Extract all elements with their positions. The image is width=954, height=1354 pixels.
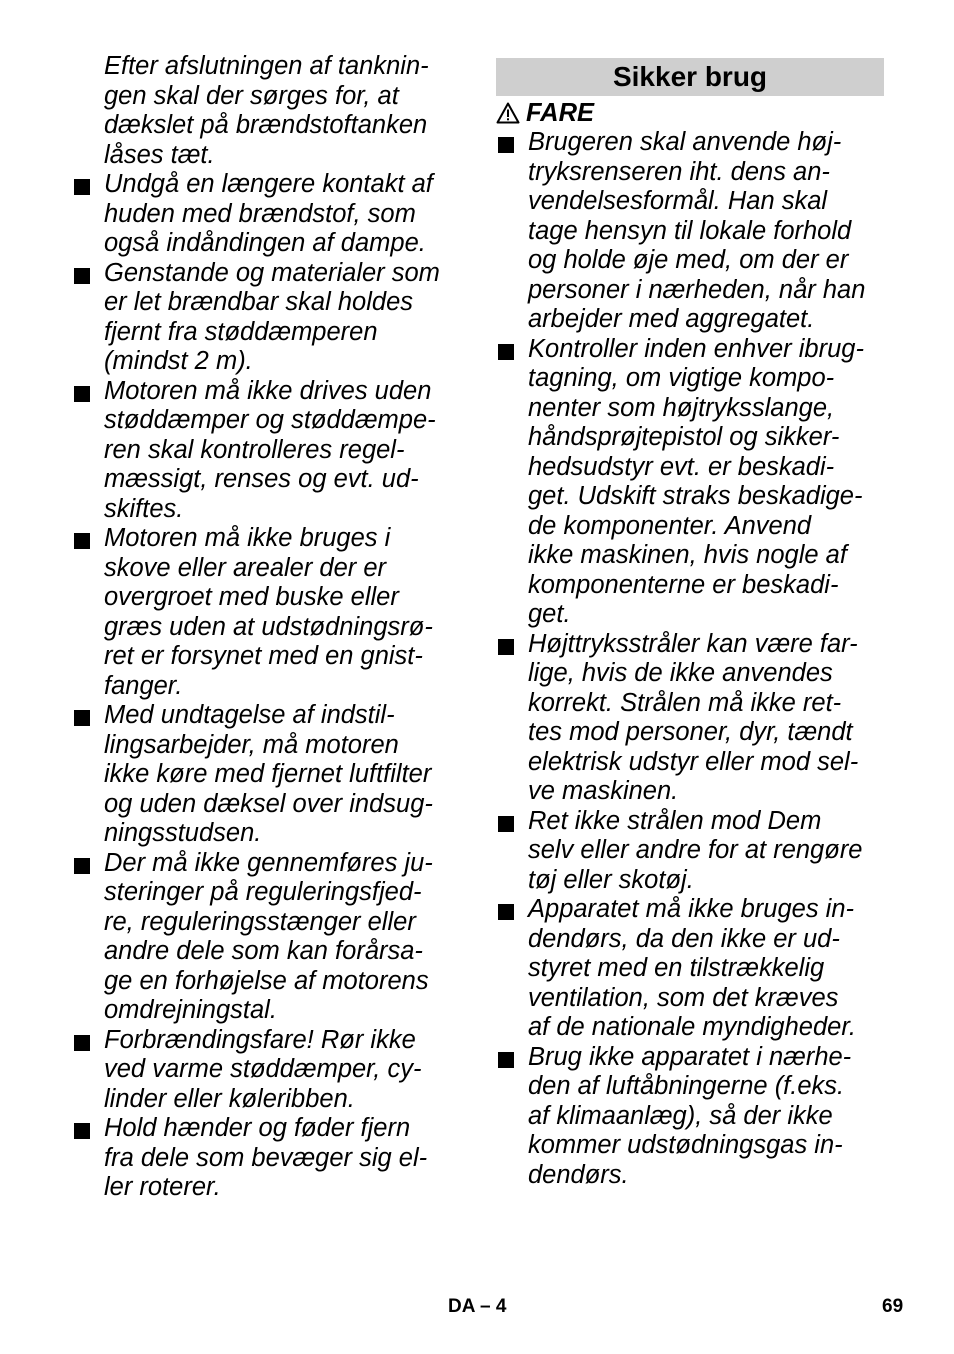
text-line: Der må ikke gennemføres ju- <box>104 848 433 877</box>
text-line: (mindst 2 m). <box>104 347 253 375</box>
text-line: støddæmper og støddæmpe- <box>104 406 436 434</box>
square-bullet-icon <box>74 1123 90 1139</box>
square-bullet-icon <box>498 1052 514 1068</box>
list-item <box>72 170 462 259</box>
danger-label: FARE <box>526 99 595 127</box>
text-line: re, reguleringsstænger eller <box>104 907 416 936</box>
text-line: hedsudstyr evt. er beskadi- <box>528 452 835 481</box>
list-item <box>72 1026 462 1115</box>
text-line: dendørs. <box>528 1160 629 1189</box>
text-line: Hold hænder og føder fjern <box>104 1114 411 1142</box>
list-item <box>496 807 884 896</box>
text-line: tøj eller skotøj. <box>528 865 694 894</box>
text-line: elektrisk udstyr eller mod sel- <box>528 747 859 776</box>
text-line: håndsprøjtepistol og sikker- <box>528 423 840 451</box>
text-line: komponenterne er beskadi- <box>528 570 839 599</box>
text-line: af klimaanlæg), så der ikke <box>528 1101 833 1130</box>
text-line: omdrejningstal. <box>104 996 277 1024</box>
text-line: ningsstudsen. <box>104 819 262 847</box>
text-line: Apparatet må ikke bruges in- <box>528 895 854 923</box>
text-line: ventilation, som det kræves <box>528 983 839 1012</box>
text-line: fanger. <box>104 671 183 700</box>
list-item <box>496 630 884 807</box>
text-line: dendørs, da den ikke er ud- <box>528 924 840 953</box>
square-bullet-icon <box>74 179 90 195</box>
section-heading: Sikker brug <box>496 58 884 96</box>
text-line: huden med brændstof, som <box>104 199 416 228</box>
list-item <box>496 1043 884 1191</box>
list-item <box>72 1114 462 1203</box>
text-line: Ret ikke strålen mod Dem <box>528 806 822 835</box>
text-line: personer i nærheden, når han <box>528 275 866 304</box>
text-line: ikke køre med fjernet luftfilter <box>104 760 432 788</box>
list-item <box>72 849 462 1026</box>
text-line: tage hensyn til lokale forhold <box>528 216 852 245</box>
text-line: Forbrændingsfare! Rør ikke <box>104 1025 416 1054</box>
text-line: og uden dæksel over indsug- <box>104 789 433 818</box>
text-line: er let brændbar skal holdes <box>104 288 414 316</box>
list-item <box>72 524 462 701</box>
text-line: selv eller andre for at rengøre <box>528 836 863 864</box>
text-line: steringer på reguleringsfjed- <box>104 878 422 906</box>
list-item <box>496 128 884 335</box>
page-number: 69 <box>882 1296 904 1317</box>
text-line: skove eller arealer der er <box>104 553 387 582</box>
text-line: ve maskinen. <box>528 777 679 805</box>
text-line: linder eller køleribben. <box>104 1084 355 1113</box>
warning-triangle-icon <box>496 102 520 124</box>
text-line: Kontroller inden enhver ibrug- <box>528 334 864 363</box>
list-item <box>72 701 462 849</box>
square-bullet-icon <box>74 533 90 549</box>
text-line: ret er forsynet med en gnist- <box>104 642 423 670</box>
text-line: Undgå en længere kontakt af <box>104 170 433 198</box>
text-line: den af luftåbningerne (f.eks. <box>528 1072 845 1100</box>
square-bullet-icon <box>74 386 90 402</box>
text-line: tryksrenseren iht. dens an- <box>528 157 830 186</box>
text-line: Efter afslutningen af tanknin- <box>104 52 429 80</box>
text-line: mæssigt, renses og evt. ud- <box>104 465 419 493</box>
list-item <box>72 377 462 525</box>
text-line: arbejder med aggregatet. <box>528 305 815 333</box>
footer-section-label: DA – 4 <box>448 1296 507 1317</box>
left-column <box>72 52 462 1203</box>
square-bullet-icon <box>498 904 514 920</box>
list-item <box>496 895 884 1043</box>
text-line: Højttryksstråler kan være far- <box>528 629 858 658</box>
text-line: fra dele som bevæger sig el- <box>104 1143 428 1172</box>
text-line: ler roterer. <box>104 1173 221 1201</box>
text-line: og holde øje med, om der er <box>528 246 849 274</box>
square-bullet-icon <box>74 710 90 726</box>
text-line: Med undtagelse af indstil- <box>104 701 395 729</box>
text-line: dækslet på brændstoftanken <box>104 111 428 139</box>
text-line: Brug ikke apparatet i nærhe- <box>528 1042 852 1071</box>
square-bullet-icon <box>498 639 514 655</box>
text-line: tagning, om vigtige kompo- <box>528 364 835 392</box>
right-column <box>496 52 884 1190</box>
text-line: nenter som højtryksslange, <box>528 393 835 422</box>
list-item <box>72 259 462 377</box>
list-item <box>496 335 884 630</box>
text-line: korrekt. Strålen må ikke ret- <box>528 688 842 717</box>
text-line: Genstande og materialer som <box>104 258 440 287</box>
text-line: ikke maskinen, hvis nogle af <box>528 541 847 569</box>
square-bullet-icon <box>498 816 514 832</box>
text-line: vendelsesformål. Han skal <box>528 187 828 215</box>
text-line: lingsarbejder, må motoren <box>104 730 399 759</box>
text-line: get. <box>528 600 571 628</box>
text-line: skiftes. <box>104 494 184 523</box>
text-line: kommer udstødningsgas in- <box>528 1131 843 1159</box>
danger-label-row <box>496 98 884 128</box>
text-line: de komponenter. Anvend <box>528 511 812 540</box>
text-line: også indåndingen af dampe. <box>104 229 426 257</box>
square-bullet-icon <box>74 268 90 284</box>
continuation-paragraph <box>72 52 462 170</box>
text-line: get. Udskift straks beskadige- <box>528 482 863 510</box>
text-line: fjernt fra støddæmperen <box>104 317 378 346</box>
text-line: af de nationale myndigheder. <box>528 1013 856 1041</box>
text-line: Brugeren skal anvende høj- <box>528 128 842 156</box>
text-line: græs uden at udstødningsrø- <box>104 612 433 641</box>
text-line: styret med en tilstrækkelig <box>528 954 825 982</box>
text-line: andre dele som kan forårsa- <box>104 937 423 965</box>
square-bullet-icon <box>74 858 90 874</box>
text-line: gen skal der sørges for, at <box>104 81 399 110</box>
text-line: ved varme støddæmper, cy- <box>104 1055 422 1083</box>
text-line: tes mod personer, dyr, tændt <box>528 718 853 746</box>
square-bullet-icon <box>498 137 514 153</box>
text-line: lige, hvis de ikke anvendes <box>528 659 833 687</box>
square-bullet-icon <box>74 1035 90 1051</box>
text-line: Motoren må ikke bruges i <box>104 524 391 552</box>
text-line: låses tæt. <box>104 140 215 169</box>
text-line: Motoren må ikke drives uden <box>104 376 432 405</box>
text-line: ge en forhøjelse af motorens <box>104 966 429 995</box>
text-line: overgroet med buske eller <box>104 583 399 611</box>
square-bullet-icon <box>498 344 514 360</box>
text-line: ren skal kontrolleres regel- <box>104 435 405 464</box>
